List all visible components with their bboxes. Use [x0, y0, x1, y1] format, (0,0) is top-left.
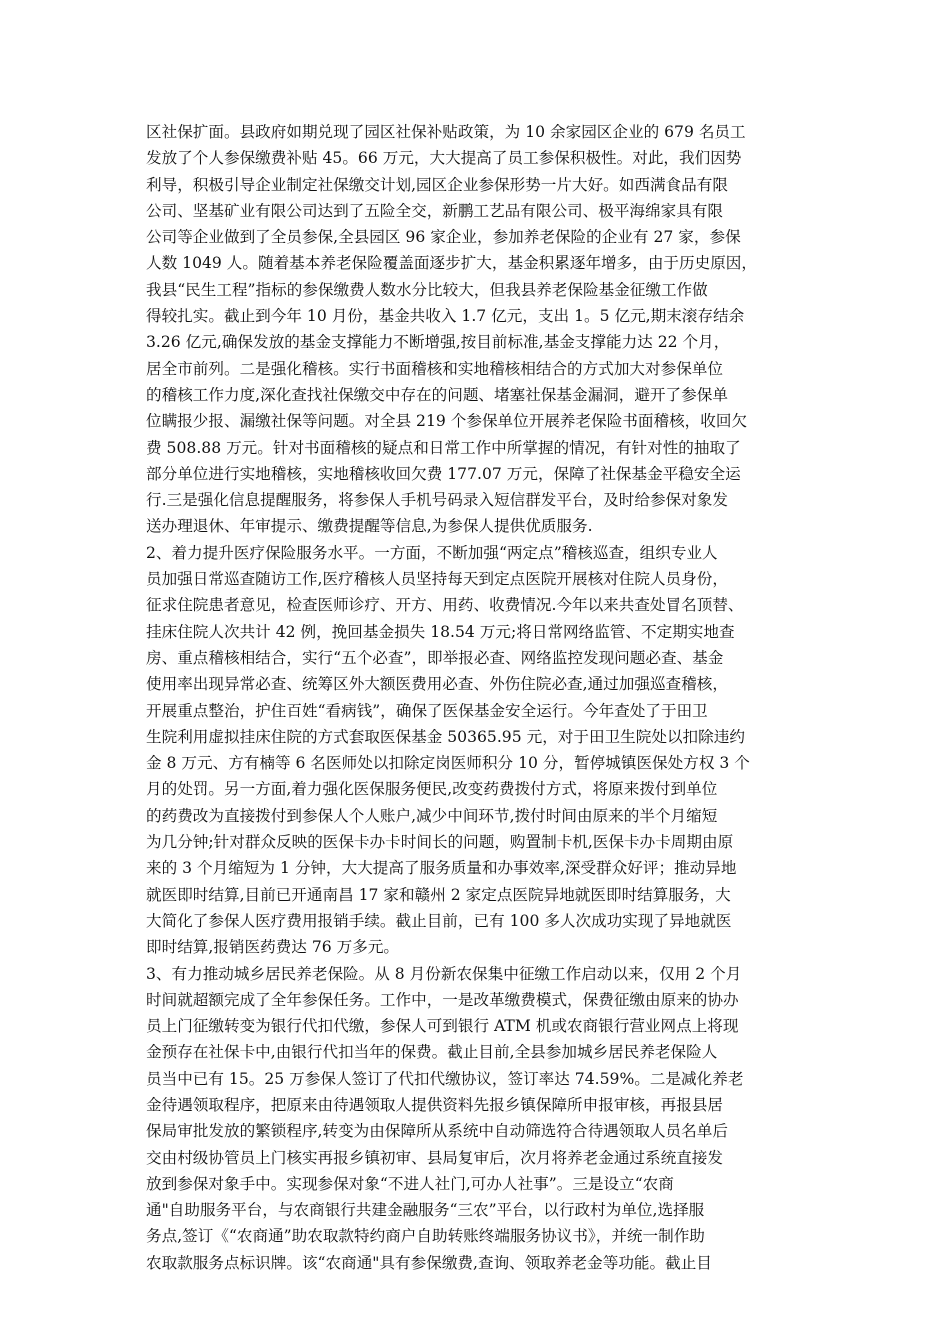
text-line: 房、重点稽核相结合，实行“五个必查”，即举报必查、网络监控发现问题必查、基金: [146, 648, 724, 667]
text-line: 2、着力提升医疗保险服务水平。一方面，不断加强“两定点”稽核巡查，组织专业人: [146, 543, 718, 562]
text-line: 务点,签订《“农商通”助农取款特约商户自助转账终端服务协议书》，并统一制作助: [146, 1227, 705, 1246]
text-line: 保局审批发放的繁锁程序,转变为由保障所从系统中自动筛选符合待遇领取人员名单后: [146, 1122, 728, 1141]
text-line: 征求住院患者意见，检查医师诊疗、开方、用药、收费情况.今年以来共查处冒名顶替、: [146, 596, 744, 615]
text-line: 公司、坚基矿业有限公司达到了五险全交，新鹏工艺品有限公司、极平海绵家具有限: [146, 201, 723, 220]
text-line: 的稽核工作力度,深化查找社保缴交中存在的问题、堵塞社保基金漏洞，避开了参保单: [146, 385, 728, 404]
text-line: 来的 3 个月缩短为 1 分钟，大大提高了服务质量和办事效率,深受群众好评；推动异地: [146, 859, 737, 878]
text-line: 利导，积极引导企业制定社保缴交计划,园区企业参保形势一片大好。如西满食品有限: [146, 175, 728, 194]
text-line: 居全市前列。二是强化稽核。实行书面稽核和实地稽核相结合的方式加大对参保单位: [146, 359, 723, 378]
text-line: 开展重点整治，护住百姓“看病钱”，确保了医保基金安全运行。今年查处了于田卫: [146, 701, 708, 720]
text-line: 金 8 万元、方有楠等 6 名医师处以扣除定岗医师积分 10 分，暂停城镇医保处方权 3 个: [146, 754, 750, 773]
text-line: 时间就超额完成了全年参保任务。工作中，一是改革缴费模式，保费征缴由原来的协办: [146, 990, 739, 1009]
text-line: 交由村级协管员上门核实再报乡镇初审、县局复审后，次月将养老金通过系统直接发: [146, 1148, 723, 1167]
text-line: 月的处罚。另一方面,着力强化医保服务便民,改变药费拨付方式，将原来拨付到单位: [146, 780, 718, 799]
text-line: 生院利用虚拟挂床住院的方式套取医保基金 50365.95 元，对于田卫生院处以扣除违约: [146, 727, 745, 746]
text-line: 员加强日常巡查随访工作,医疗稽核人员坚持每天到定点医院开展核对住院人员身份，: [146, 570, 728, 589]
text-line: 的药费改为直接拨付到参保人个人账户,减少中间环节,拨付时间由原来的半个月缩短: [146, 806, 718, 825]
text-line: 金待遇领取程序，把原来由待遇领取人提供资料先报乡镇保障所申报审核，再报县居: [146, 1095, 723, 1114]
text-line: 位瞒报少报、漏缴社保等问题。对全县 219 个参保单位开展养老保险书面稽核，收回欠: [146, 412, 748, 431]
text-line: 部分单位进行实地稽核，实地稽核收回欠费 177.07 万元，保障了社保基金平稳安全运: [146, 464, 741, 483]
text-line: 金预存在社保卡中,由银行代扣当年的保费。截止目前,全县参加城乡居民养老保险人: [146, 1043, 718, 1062]
text-line: 公司等企业做到了全员参保,全县园区 96 家企业，参加养老保险的企业有 27 家，参保: [146, 228, 741, 247]
text-line: 发放了个人参保缴费补贴 45。66 万元，大大提高了员工参保积极性。对此，我们因势: [146, 149, 742, 168]
text-line: 3.26 亿元,确保发放的基金支撑能力不断增强,按目前标准,基金支撑能力达 22 个月，: [146, 333, 730, 352]
text-line: 就医即时结算,目前已开通南昌 17 家和赣州 2 家定点医院异地就医即时结算服务，大: [146, 885, 731, 904]
text-line: 送办理退休、年审提示、缴费提醒等信息,为参保人提供优质服务.: [146, 517, 593, 536]
text-line: 人数 1049 人。随着基本养老保险覆盖面逐步扩大，基金积累逐年增多，由于历史原因，: [146, 254, 757, 273]
document-body: [146, 119, 808, 1276]
text-line: 挂床住院人次共计 42 例，挽回基金损失 18.54 万元;将日常网络监管、不定期实地查: [146, 622, 735, 641]
text-line: 3、有力推动城乡居民养老保险。从 8 月份新农保集中征缴工作启动以来，仅用 2 个月: [146, 964, 742, 983]
text-line: 使用率出现异常必查、统筹区外大额医费用必查、外伤住院必查,通过加强巡查稽核，: [146, 675, 728, 694]
text-line: 行.三是强化信息提醒服务，将参保人手机号码录入短信群发平台，及时给参保对象发: [146, 491, 728, 510]
text-line: 农取款服务点标识牌。该“农商通"具有参保缴费,查询、领取养老金等功能。截止目: [146, 1253, 712, 1272]
text-line: 即时结算,报销医药费达 76 万多元。: [146, 938, 400, 957]
text-line: 通"自助服务平台，与农商银行共建金融服务“三农”平台，以行政村为单位,选择服: [146, 1201, 705, 1220]
text-line: 我县“民生工程”指标的参保缴费人数水分比较大，但我县养老保险基金征缴工作做: [146, 280, 708, 299]
text-line: 为几分钟;针对群众反映的医保卡办卡时间长的问题，购置制卡机,医保卡办卡周期由原: [146, 833, 734, 852]
text-line: 员当中已有 15。25 万参保人签订了代扣代缴协议，签订率达 74.59%。二是减化养老: [146, 1069, 744, 1088]
text-line: 区社保扩面。县政府如期兑现了园区社保补贴政策，为 10 余家园区企业的 679 名员工: [146, 123, 746, 141]
text-line: 费 508.88 万元。针对书面稽核的疑点和日常工作中所掌握的情况，有针对性的抽取了: [146, 438, 741, 457]
text-line: 得较扎实。截止到今年 10 月份，基金共收入 1.7 亿元，支出 1。5 亿元,期末滚存结余: [146, 307, 745, 326]
text-line: 大简化了参保人医疗费用报销手续。截止目前，已有 100 多人次成功实现了异地就医: [146, 911, 732, 930]
text-line: 员上门征缴转变为银行代扣代缴，参保人可到银行 ATM 机或农商银行营业网点上将现: [146, 1017, 739, 1036]
text-line: 放到参保对象手中。实现参保对象“不进人社门,可办人社事”。三是设立“农商: [146, 1174, 674, 1193]
